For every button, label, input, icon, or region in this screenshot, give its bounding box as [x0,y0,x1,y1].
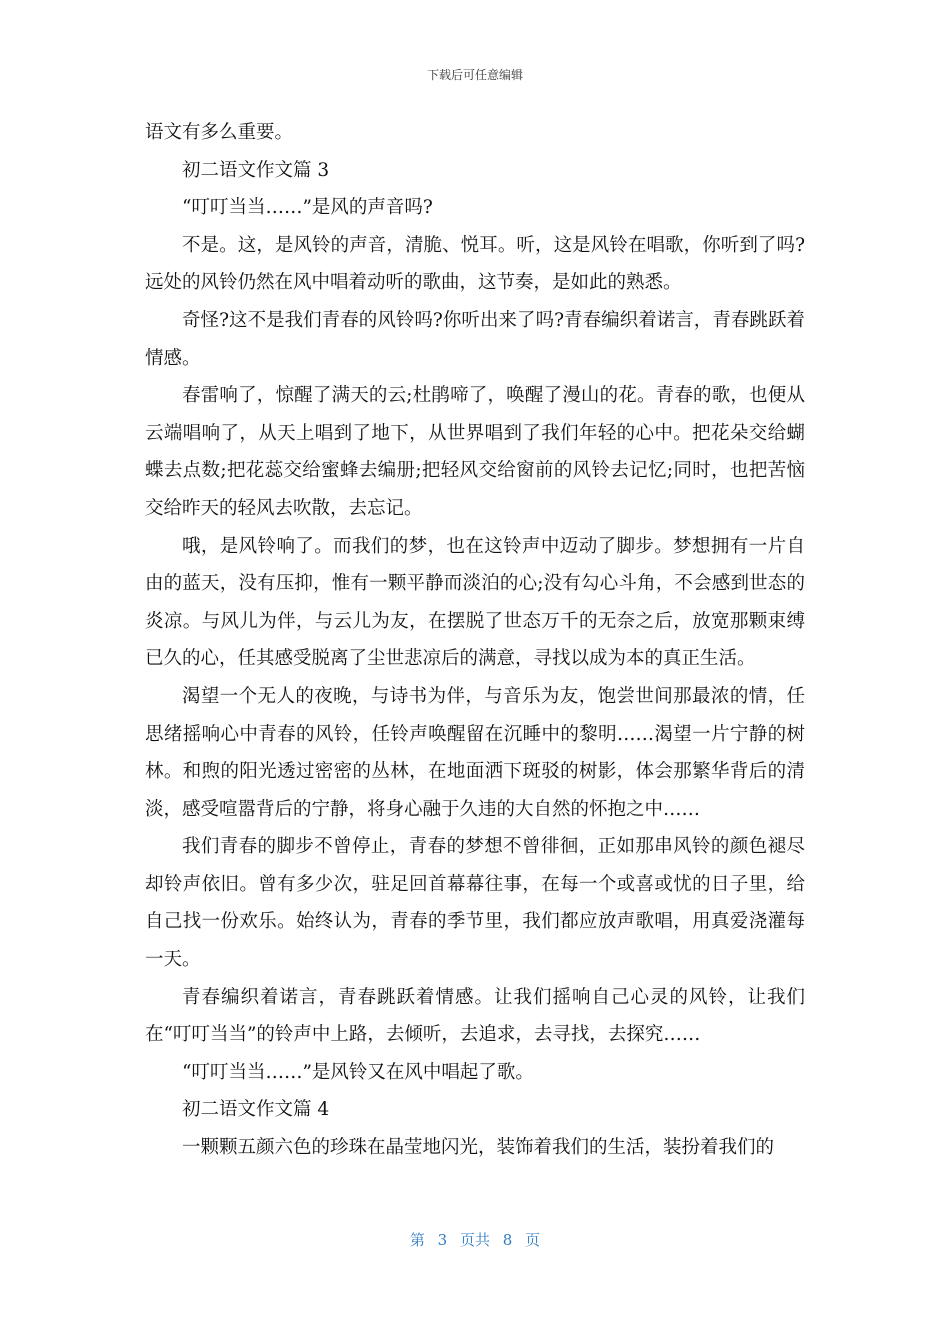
paragraph: 语文有多么重要。 [145,122,294,143]
page-footer: 第 3 页共 8 页 [409,1231,541,1249]
paragraph: 我们青春的脚步不曾停止，青春的梦想不曾徘徊，正如那串风铃的颜色褪尽却铃声依旧。曾有多少次，驻足回首幕幕往事，在每一个或喜或忧的日子里，给自己找一份欢乐。始终认为，青春的季节里，我们都应放声歌唱，用真爱浇灌每一天。 [145,836,805,971]
paragraph: 不是。这，是风铃的声音，清脆、悦耳。听，这是风铃在唱歌，你听到了吗?远处的风铃仍然在风中唱着动听的歌曲，这节奏，是如此的熟悉。 [145,234,805,294]
section-heading: 初二语文作文篇 3 [182,159,330,181]
paragraph: “叮叮当当……”是风的声音吗? [182,197,433,219]
section-heading: 初二语文作文篇 4 [182,1099,330,1121]
paragraph: 春雷响了，惊醒了满天的云;杜鹃啼了，唤醒了漫山的花。青春的歌，也便从云端唱响了，从天上唱到了地下，从世界唱到了我们年轻的心中。把花朵交给蝴蝶去点数;把花蕊交给蜜蜂去编册;把轻风交给窗前的风铃去记忆;同时，也把苦恼交给昨天的轻风去吹散，去忘记。 [145,385,805,519]
page-header: 下载后可任意编辑 [426,68,523,82]
paragraph: 一颗颗五颜六色的珍珠在晶莹地闪光，装饰着我们的生活，装扮着我们的 [182,1137,775,1159]
paragraph: 哦，是风铃响了。而我们的梦，也在这铃声中迈动了脚步。梦想拥有一片自由的蓝天，没有压抑，惟有一颗平静而淡泊的心;没有勾心斗角，不会感到世态的炎凉。与风儿为伴，与云儿为友，在摆脱了世态万千的无奈之后，放宽那颗束缚已久的心，任其感受脱离了尘世悲凉后的满意，寻找以成为本的真正生活。 [145,535,805,670]
paragraph: 渴望一个无人的夜晚，与诗书为伴，与音乐为友，饱尝世间那最浓的情，任思绪摇响心中青春的风铃，任铃声唤醒留在沉睡中的黎明……渴望一片宁静的树林。和煦的阳光透过密密的丛林，在地面洒下斑驳的树影，体会那繁华背后的清淡，感受喧嚣背后的宁静，将身心融于久违的大自然的怀抱之中…… [145,685,805,820]
paragraph: 奇怪?这不是我们青春的风铃吗?你听出来了吗?青春编织着诺言，青春跳跃着情感。 [145,309,805,369]
paragraph: “叮叮当当……”是风铃又在风中唱起了歌。 [182,1061,534,1083]
document-body [145,114,805,1167]
paragraph: 青春编织着诺言，青春跳跃着情感。让我们摇响自己心灵的风铃，让我们在“叮叮当当”的铃声中上路，去倾听，去追求，去寻找，去探究…… [145,986,805,1046]
